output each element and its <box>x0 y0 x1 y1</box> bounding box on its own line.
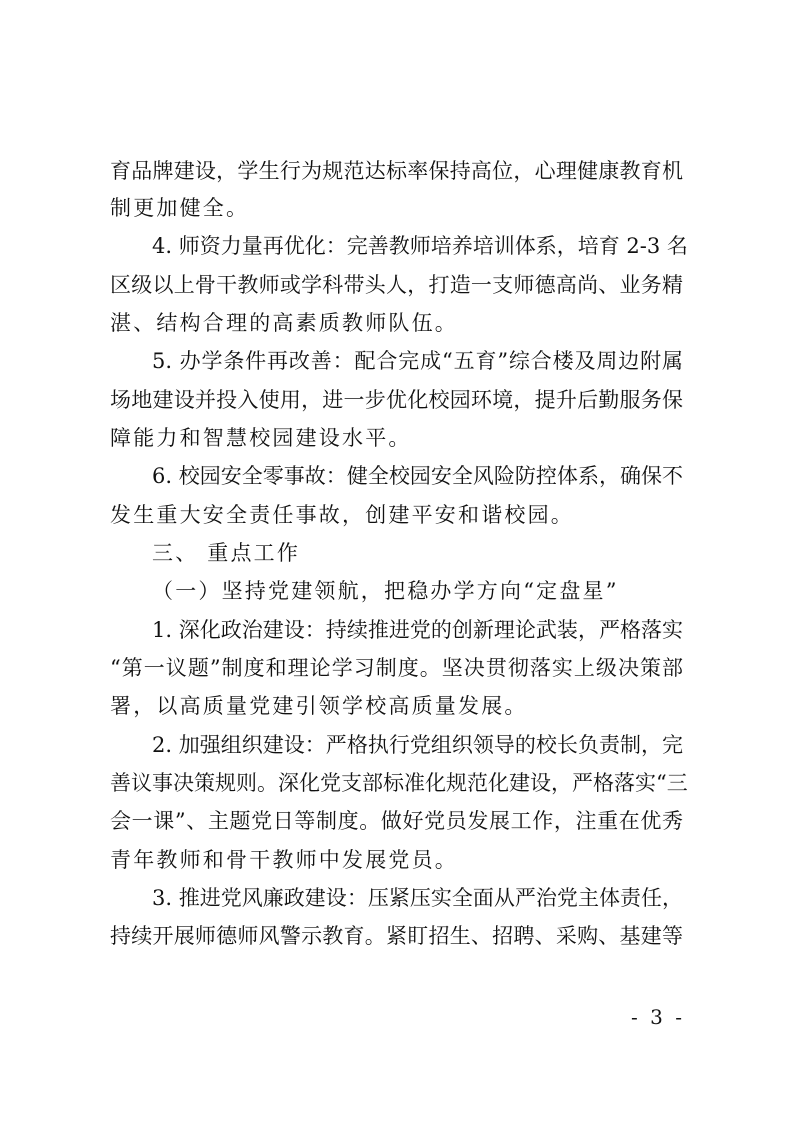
subsection-heading: （一）坚持党建领航，把稳办学方向“定盘星” <box>152 579 619 603</box>
body-text-line: 制更加健全。 <box>110 196 250 220</box>
body-text-line: 发生重大安全责任事故，创建平安和谐校园。 <box>110 503 574 527</box>
body-text-line: 4. 师资力量再优化：完善教师培养培训体系，培育 2-3 名 <box>152 234 688 258</box>
body-text-line: “第一议题”制度和理论学习制度。坚决贯彻落实上级决策部 <box>110 656 683 680</box>
body-text-line: 善议事决策规则。深化党支部标准化规范化建设，严格落实“三 <box>110 771 688 795</box>
body-text-line: 持续开展师德师风警示教育。紧盯招生、招聘、采购、基建等 <box>110 924 683 948</box>
body-text-line: 湛、结构合理的高素质教师队伍。 <box>110 311 458 335</box>
body-text-line: 署，以高质量党建引领学校高质量发展。 <box>110 694 528 718</box>
body-text-line: 2. 加强组织建设：严格执行党组织领导的校长负责制，完 <box>152 733 683 757</box>
body-text-line: 会一课”、主题党日等制度。做好党员发展工作，注重在优秀 <box>110 809 683 833</box>
page-number: - 3 - <box>631 1005 685 1029</box>
body-text-line: 区级以上骨干教师或学科带头人，打造一支师德高尚、业务精 <box>110 273 683 297</box>
section-heading: 三、 重点工作 <box>152 541 301 565</box>
body-text-line: 1. 深化政治建设：持续推进党的创新理论武装，严格落实 <box>152 618 683 642</box>
body-text-line: 障能力和智慧校园建设水平。 <box>110 426 412 450</box>
body-text-line: 青年教师和骨干教师中发展党员。 <box>110 848 458 872</box>
body-text-line: 场地建设并投入使用，进一步优化校园环境，提升后勤服务保 <box>110 388 683 412</box>
body-text-line: 育品牌建设，学生行为规范达标率保持高位，心理健康教育机 <box>110 159 683 183</box>
body-text-line: 6. 校园安全零事故：健全校园安全风险防控体系，确保不 <box>152 464 683 488</box>
body-text-line: 5. 办学条件再改善：配合完成“五育”综合楼及周边附属 <box>152 349 683 373</box>
body-text-line: 3. 推进党风廉政建设：压紧压实全面从严治党主体责任， <box>152 886 683 910</box>
